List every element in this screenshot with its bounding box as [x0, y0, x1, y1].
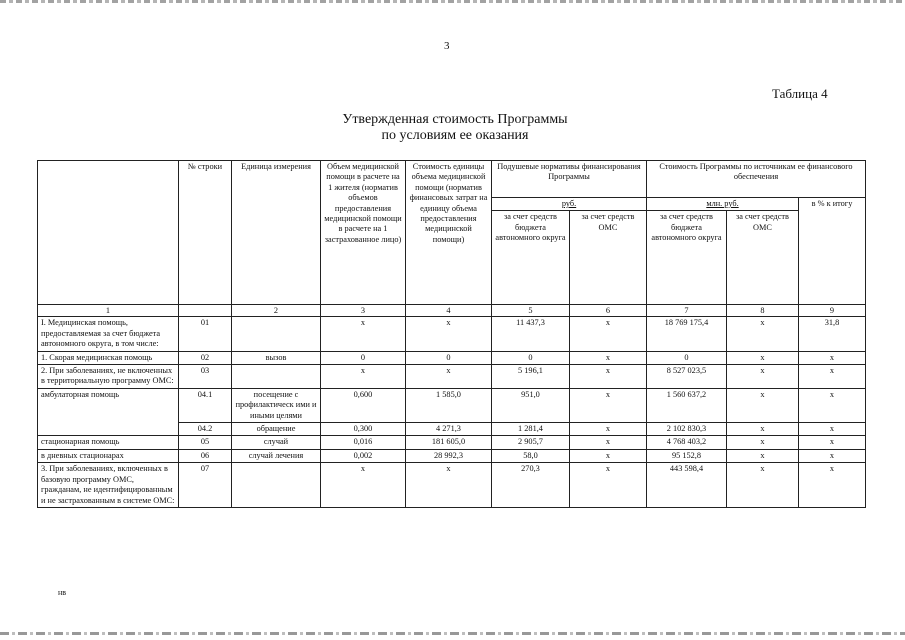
- column-number: [179, 305, 232, 317]
- table-row: [38, 436, 866, 449]
- row-volume: 0,300: [321, 423, 406, 436]
- row-cost-oms: х: [727, 423, 799, 436]
- table-label: Таблица 4: [772, 86, 828, 101]
- row-cost-pct: 31,8: [799, 317, 866, 351]
- row-cost-pct: х: [799, 388, 866, 422]
- row-name: I. Медицинская помощь, предоставляемая за счет бюджета автономного округа, в том числе:: [38, 317, 179, 351]
- row-per-capita-budget: 0: [492, 351, 570, 364]
- column-number: 8: [727, 305, 799, 317]
- table-body: [38, 317, 866, 508]
- row-name: 2. При заболеваниях, не включенных в территориальную программу ОМС:: [38, 365, 179, 389]
- row-unit: обращение: [232, 423, 321, 436]
- row-cost-oms: х: [727, 463, 799, 508]
- column-number: 1: [38, 305, 179, 317]
- row-volume: х: [321, 317, 406, 351]
- title-line-2: по условиям ее оказания: [381, 128, 529, 143]
- row-code: 04.2: [179, 423, 232, 436]
- header-row-no: № строки: [179, 161, 232, 305]
- row-unit-cost: 1 585,0: [406, 388, 492, 422]
- table-row: [38, 449, 866, 462]
- row-per-capita-budget: 1 281,4: [492, 423, 570, 436]
- row-cost-pct: х: [799, 436, 866, 449]
- row-cost-budget: 18 769 175,4: [647, 317, 727, 351]
- row-cost-pct: х: [799, 365, 866, 389]
- row-per-capita-oms: х: [570, 365, 647, 389]
- row-unit-cost: 0: [406, 351, 492, 364]
- table-row: [38, 388, 866, 422]
- row-cost-budget: 2 102 830,3: [647, 423, 727, 436]
- row-per-capita-budget: 5 196,1: [492, 365, 570, 389]
- row-unit: [232, 463, 321, 508]
- title-line-1: Утвержденная стоимость Программы: [342, 112, 568, 127]
- row-name: 3. При заболеваниях, включенных в базовую программу ОМС, гражданам, не идентифицированным и не застрахованным в системе ОМС:: [38, 463, 179, 508]
- row-cost-budget: 443 598,4: [647, 463, 727, 508]
- header-per-capita-budget: за счет средств бюджета автономного округа: [492, 211, 570, 305]
- row-unit: [232, 365, 321, 389]
- program-cost-table: [37, 160, 866, 508]
- row-code: 04.1: [179, 388, 232, 422]
- row-volume: 0,016: [321, 436, 406, 449]
- row-unit-cost: х: [406, 463, 492, 508]
- header-per-capita-unit: руб.: [492, 198, 647, 211]
- row-per-capita-oms: х: [570, 449, 647, 462]
- row-per-capita-oms: х: [570, 317, 647, 351]
- row-unit: случай: [232, 436, 321, 449]
- header-cost-oms: за счет средств ОМС: [727, 211, 799, 305]
- row-cost-pct: х: [799, 351, 866, 364]
- row-per-capita-budget: 11 437,3: [492, 317, 570, 351]
- row-code: 03: [179, 365, 232, 389]
- row-cost-oms: х: [727, 365, 799, 389]
- row-cost-budget: 8 527 023,5: [647, 365, 727, 389]
- header-unit-cost: Стоимость единицы объема медицинской помощи (норматив финансовых затрат на единицу объема предоставления медицинской помощи): [406, 161, 492, 305]
- row-code: 07: [179, 463, 232, 508]
- row-name: стационарная помощь: [38, 436, 179, 449]
- row-code: 02: [179, 351, 232, 364]
- row-name: амбулаторная помощь: [38, 388, 179, 436]
- row-volume: х: [321, 463, 406, 508]
- column-number-row: [38, 305, 866, 317]
- header-unit: Единица измерения: [232, 161, 321, 305]
- row-per-capita-budget: 2 905,7: [492, 436, 570, 449]
- scan-top-edge: [0, 0, 905, 3]
- header-cost-budget: за счет средств бюджета автономного округа: [647, 211, 727, 305]
- column-number: 4: [406, 305, 492, 317]
- row-unit-cost: х: [406, 317, 492, 351]
- row-per-capita-budget: 951,0: [492, 388, 570, 422]
- row-cost-oms: х: [727, 436, 799, 449]
- page-number: 3: [444, 40, 450, 52]
- row-name: 1. Скорая медицинская помощь: [38, 351, 179, 364]
- column-number: 9: [799, 305, 866, 317]
- row-volume: 0,600: [321, 388, 406, 422]
- row-unit: посещение с профилактическ ими и иными целями: [232, 388, 321, 422]
- row-cost-pct: х: [799, 423, 866, 436]
- row-cost-budget: 0: [647, 351, 727, 364]
- table-row: [38, 317, 866, 351]
- row-per-capita-oms: х: [570, 388, 647, 422]
- header-name: [38, 161, 179, 305]
- row-per-capita-oms: х: [570, 351, 647, 364]
- header-volume: Объем медицинской помощи в расчете на 1 жителя (норматив объемов предоставления медицинской помощи в расчете на 1 застрахованное лицо): [321, 161, 406, 305]
- row-name: в дневных стационарах: [38, 449, 179, 462]
- header-per-capita: Подушевые нормативы финансирования Программы: [492, 161, 647, 198]
- row-cost-budget: 1 560 637,2: [647, 388, 727, 422]
- footer-mark: нв: [58, 588, 67, 597]
- scan-bottom-edge: [0, 632, 905, 635]
- row-volume: х: [321, 365, 406, 389]
- row-code: 01: [179, 317, 232, 351]
- document-title: [300, 112, 610, 144]
- row-cost-budget: 95 152,8: [647, 449, 727, 462]
- row-per-capita-budget: 58,0: [492, 449, 570, 462]
- table-row: [38, 463, 866, 508]
- table-row: [38, 351, 866, 364]
- row-cost-oms: х: [727, 388, 799, 422]
- row-per-capita-oms: х: [570, 436, 647, 449]
- row-volume: 0,002: [321, 449, 406, 462]
- column-number: 2: [232, 305, 321, 317]
- row-unit: случай лечения: [232, 449, 321, 462]
- row-code: 06: [179, 449, 232, 462]
- row-unit-cost: 181 605,0: [406, 436, 492, 449]
- row-unit-cost: 4 271,3: [406, 423, 492, 436]
- row-unit: [232, 317, 321, 351]
- header-cost-unit: млн. руб.: [647, 198, 799, 211]
- row-per-capita-oms: х: [570, 423, 647, 436]
- row-per-capita-oms: х: [570, 463, 647, 508]
- header-per-capita-oms: за счет средств ОМС: [570, 211, 647, 305]
- row-cost-pct: х: [799, 463, 866, 508]
- column-number: 3: [321, 305, 406, 317]
- row-cost-pct: х: [799, 449, 866, 462]
- column-number: 5: [492, 305, 570, 317]
- header-row-1: [38, 161, 866, 198]
- row-volume: 0: [321, 351, 406, 364]
- table-row: [38, 365, 866, 389]
- row-cost-oms: х: [727, 317, 799, 351]
- row-cost-oms: х: [727, 449, 799, 462]
- row-code: 05: [179, 436, 232, 449]
- row-unit: вызов: [232, 351, 321, 364]
- row-unit-cost: х: [406, 365, 492, 389]
- header-cost-pct: в % к итогу: [799, 198, 866, 305]
- row-cost-oms: х: [727, 351, 799, 364]
- column-number: 6: [570, 305, 647, 317]
- header-cost-sources: Стоимость Программы по источникам ее финансового обеспечения: [647, 161, 866, 198]
- column-number: 7: [647, 305, 727, 317]
- row-per-capita-budget: 270,3: [492, 463, 570, 508]
- row-unit-cost: 28 992,3: [406, 449, 492, 462]
- row-cost-budget: 4 768 403,2: [647, 436, 727, 449]
